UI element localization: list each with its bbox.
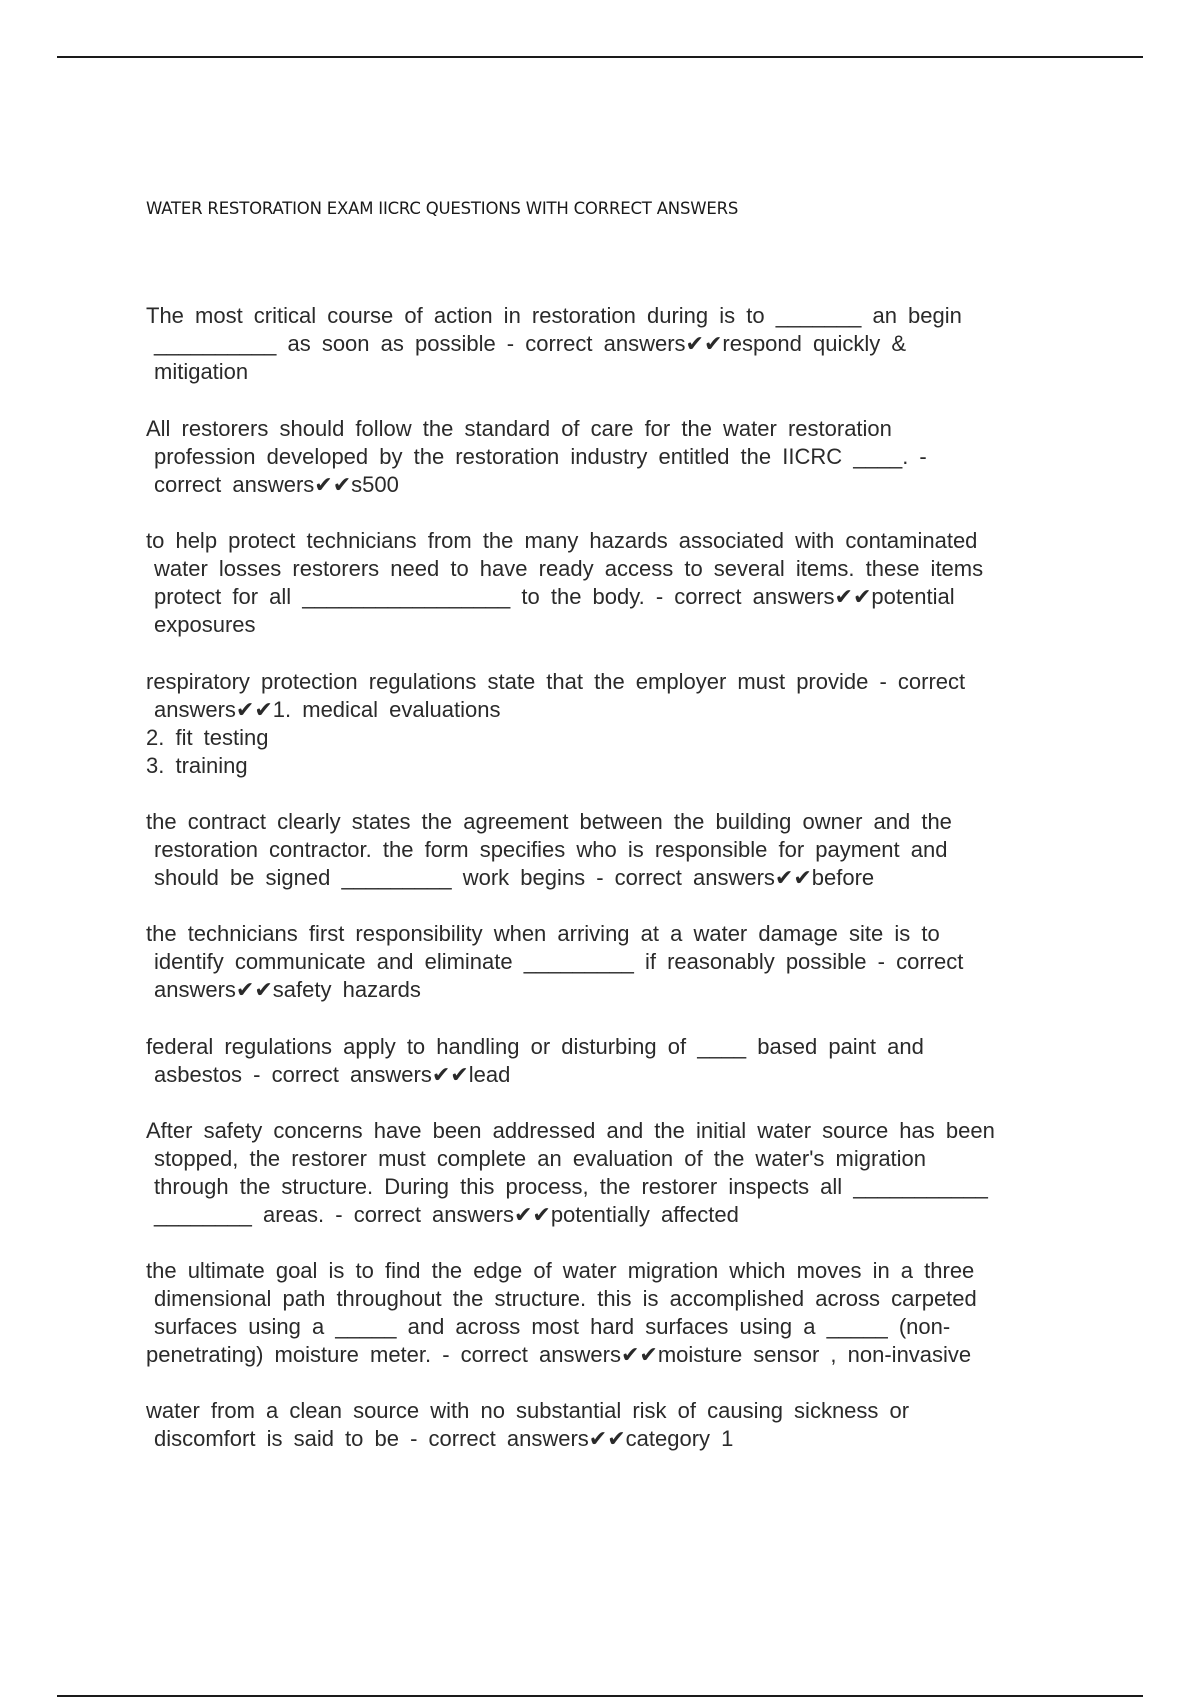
qa-line: stopped, the restorer must complete an evaluation of the water's migration (154, 1146, 927, 1171)
qa-line: exposures (154, 612, 256, 637)
qa-line: After safety concerns have been addressed and the initial water source has been (146, 1118, 995, 1143)
qa-item-8 (146, 1117, 1091, 1229)
qa-line: ________ areas. - correct answers✔✔potentially affected (154, 1202, 739, 1227)
qa-line: restoration contractor. the form specifies who is responsible for payment and (154, 837, 948, 862)
qa-line: to help protect technicians from the many hazards associated with contaminated (146, 528, 978, 553)
qa-item-2 (146, 415, 1091, 499)
qa-item-1 (146, 302, 1091, 386)
qa-item-10 (146, 1397, 1091, 1453)
header-rule (57, 56, 1143, 58)
qa-item-7 (146, 1033, 1091, 1089)
qa-line: water losses restorers need to have ready access to several items. these items (154, 556, 984, 581)
qa-line: the technicians first responsibility when arriving at a water damage site is to (146, 921, 940, 946)
qa-item-5 (146, 808, 1091, 892)
qa-line: the ultimate goal is to find the edge of water migration which moves in a three (146, 1258, 975, 1283)
qa-line: federal regulations apply to handling or disturbing of ____ based paint and (146, 1034, 924, 1059)
qa-line: water from a clean source with no substantial risk of causing sickness or (146, 1398, 910, 1423)
qa-line: mitigation (154, 359, 249, 384)
qa-line: through the structure. During this process, the restorer inspects all ___________ (154, 1174, 988, 1199)
qa-line: should be signed _________ work begins - correct answers✔✔before (154, 865, 875, 890)
qa-line: correct answers✔✔s500 (154, 472, 399, 497)
qa-line: discomfort is said to be - correct answers✔✔category 1 (154, 1426, 734, 1451)
qa-line: protect for all _________________ to the body. - correct answers✔✔potential (154, 584, 955, 609)
footer-rule (57, 1695, 1143, 1697)
qa-line: dimensional path throughout the structure. this is accomplished across carpeted (154, 1286, 977, 1311)
qa-line: The most critical course of action in restoration during is to _______ an begin (146, 303, 962, 328)
qa-line: the contract clearly states the agreement between the building owner and the (146, 809, 952, 834)
qa-item-3 (146, 527, 1091, 639)
qa-line: answers✔✔safety hazards (154, 977, 421, 1002)
qa-line: __________ as soon as possible - correct answers✔✔respond quickly & (154, 331, 907, 356)
qa-line: surfaces using a _____ and across most hard surfaces using a _____ (non- (154, 1314, 951, 1339)
qa-item-9 (146, 1257, 1091, 1369)
qa-line: respiratory protection regulations state that the employer must provide - correct (146, 669, 966, 694)
qa-item-6 (146, 920, 1091, 1004)
qa-item-4 (146, 668, 1091, 780)
qa-line: 2. fit testing (146, 725, 269, 750)
qa-line: penetrating) moisture meter. - correct answers✔✔moisture sensor , non-invasive (146, 1342, 972, 1367)
qa-line: profession developed by the restoration industry entitled the IICRC ____. - (154, 444, 927, 469)
qa-line: answers✔✔1. medical evaluations (154, 697, 501, 722)
document-title: WATER RESTORATION EXAM IICRC QUESTIONS WITH CORRECT ANSWERS (146, 199, 739, 218)
qa-line: 3. training (146, 753, 248, 778)
qa-line: asbestos - correct answers✔✔lead (154, 1062, 511, 1087)
qa-line: All restorers should follow the standard of care for the water restoration (146, 416, 892, 441)
qa-line: identify communicate and eliminate _________ if reasonably possible - correct (154, 949, 964, 974)
